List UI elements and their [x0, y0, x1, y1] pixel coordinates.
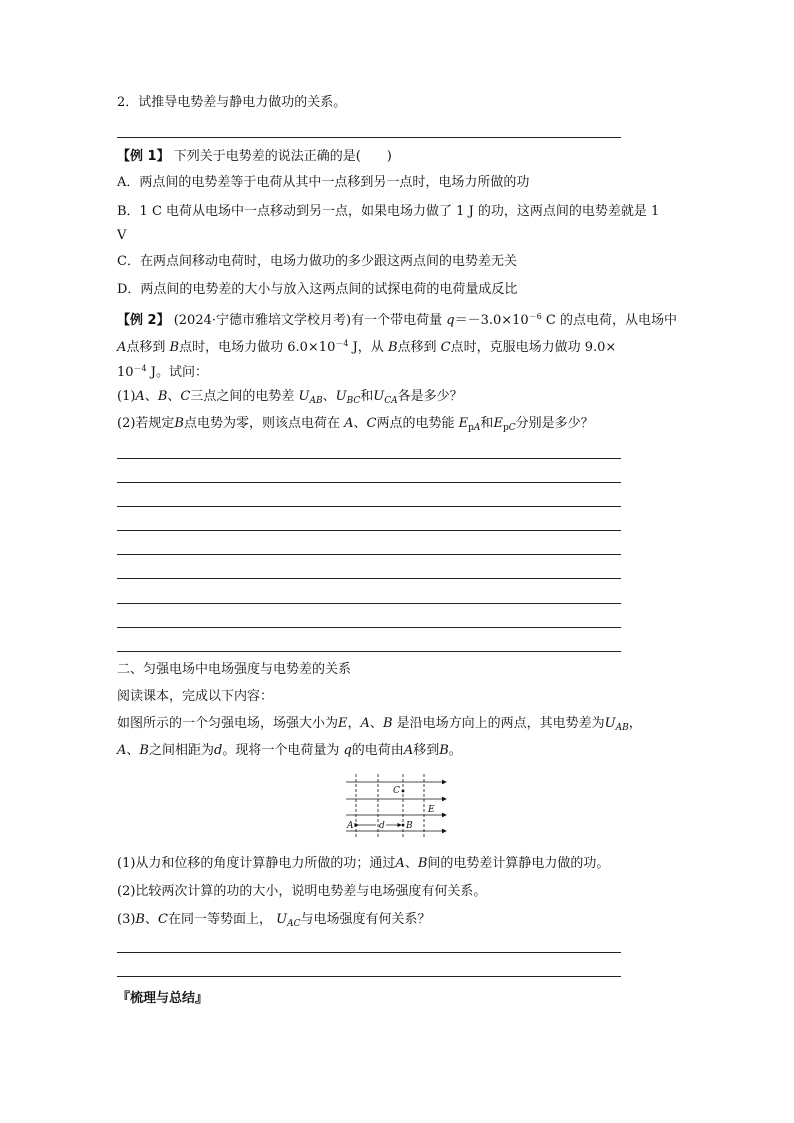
label-d: d [379, 821, 385, 831]
subquestion-1: (1)从力和位移的角度计算静电力所做的功；通过A、B间的电势差计算静电力做的功。 [117, 856, 610, 871]
example-1-tag: 【例 1】 [117, 149, 170, 164]
equipotential-lines [356, 774, 424, 838]
answer-line [117, 506, 621, 507]
answer-line [117, 554, 621, 555]
uniform-field-diagram [340, 772, 452, 840]
label-b: B [406, 821, 413, 831]
summary-heading: 『梳理与总结』 [117, 991, 209, 1006]
answer-line [117, 530, 621, 531]
option-d: D．两点间的电势差的大小与放入这两点间的试探电荷的电荷量成反比 [117, 282, 518, 297]
label-c: C [393, 786, 400, 796]
label-e: E [428, 805, 435, 815]
answer-line [117, 627, 621, 628]
answer-line [117, 482, 621, 483]
example-2-part-2: (2)若规定B点电势为零，则该点电荷在 A、C两点的电势能 $E_{pA}$和$E_{pC}$分别是多少？ [117, 416, 594, 433]
example-2-line-2: A点移到 B点时，电场力做功 $6.0\times 10^{-4}$ J，从 B点移到 C点时，克服电场力做功 9.0× [117, 339, 617, 355]
answer-line [117, 976, 621, 977]
option-a: A．两点间的电势差等于电荷从其中一点移到另一点时，电场力所做的功 [117, 175, 530, 190]
answer-line [117, 137, 621, 138]
answer-line [117, 603, 621, 604]
answer-line [117, 578, 621, 579]
option-b: B．1 C 电荷从电场中一点移动到另一点，如果电场力做了 1 J 的功，这两点间的电势差就是 1 [117, 204, 660, 219]
section-intro: 阅读课本，完成以下内容： [117, 689, 274, 704]
answer-line [117, 651, 621, 652]
example-2-part-1: (1)A、B、C三点之间的电势差 $U_{AB}$、$U_{BC}$和$U_{CA}$各是多少？ [117, 389, 463, 406]
example-2-line-3: $10^{-4}$ J。试问： [117, 364, 208, 380]
point-c [402, 790, 405, 793]
option-b-cont: V [117, 228, 127, 243]
subquestion-3: (3)B、C在同一等势面上， $U_{AC}$与电场强度有何关系？ [117, 912, 431, 929]
option-c: C．在两点间移动电荷时，电场力做功的多少跟这两点间的电势差无关 [117, 254, 517, 269]
example-1-stem [117, 148, 392, 166]
label-a: A [347, 821, 354, 831]
example-2-tag: 【例 2】 [117, 313, 170, 328]
subquestion-2: (2)比较两次计算的功的大小，说明电势差与电场强度有何关系。 [117, 884, 487, 899]
point-a [355, 824, 358, 827]
example-2-line-1: 【例 2】 (2024·宁德市雅培文学校月考)有一个带电荷量 $q=-3.0\times 10^{-6}$ C 的点电荷，从电场中 [117, 312, 677, 328]
example-1-question: 下列关于电势差的说法正确的是( ) [173, 149, 392, 164]
section-desc-2: A、B之间相距为d。现将一个电荷量为 q的电荷由A移到B。 [117, 743, 462, 758]
question-2: 2．试推导电势差与静电力做功的关系。 [117, 95, 347, 110]
answer-line [117, 952, 621, 953]
answer-line [117, 458, 621, 459]
point-b [402, 824, 405, 827]
section-desc-1: 如图所示的一个匀强电场，场强大小为E，A、B 是沿电场方向上的两点，其电势差为$U_{AB}$， [117, 716, 642, 733]
section-heading: 二、匀强电场中电场强度与电势差的关系 [117, 662, 352, 677]
